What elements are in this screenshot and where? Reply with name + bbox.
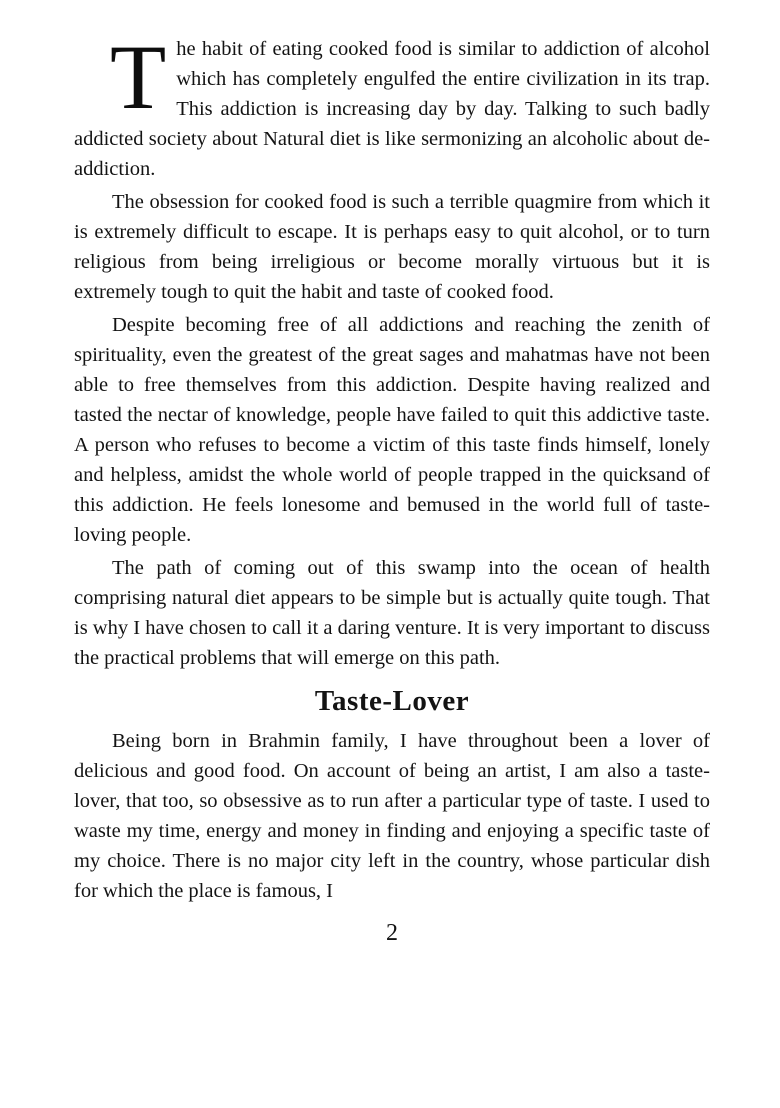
paragraph-4: The path of coming out of this swamp into the ocean of health comprising natural diet appears to be simple but is actually quite tough. That is why I have chosen to call it a daring venture. It is very important to discuss the practical problems that will emerge on this path. [74,557,710,669]
page-number: 2 [386,920,398,946]
paragraph-1 [74,26,710,184]
section-heading: Taste-Lover [314,685,470,717]
drop-cap-letter: T [110,26,167,128]
paragraph-2: The obsession for cooked food is such a terrible quagmire from which it is extremely difficult to escape. It is perhaps easy to quit alcohol, or to turn religious from being irreligious or become morally virtuous but it is extremely tough to quit the habit and taste of cooked food. [74,191,710,303]
paragraph-3: Despite becoming free of all addictions and reaching the zenith of spirituality, even the greatest of the great sages and mahatmas have not been able to free themselves from this addiction. Despite having realized and tasted the nectar of knowledge, people have failed to quit this addictive taste. A person who refuses to become a victim of this taste finds himself, lonely and helpless, amidst the whole world of people trapped in the quicksand of this addiction. He feels lonesome and bemused in the world full of taste-loving people. [74,314,710,546]
paragraph-5: Being born in Brahmin family, I have throughout been a lover of delicious and good food. On account of being an artist, I am also a taste-lover, that too, so obsessive as to run after a particular type of taste. I used to waste my time, energy and money in finding and enjoying a specific taste of my choice. There is no major city left in the country, whose particular dish for which the place is famous, I [74,730,710,902]
paragraph-1-text: he habit of eating cooked food is similar to addiction of alcohol which has completely engulfed the entire civilization in its trap. This addiction is increasing day by day. Talking to such badly addicted society about Natural diet is like sermonizing an alcoholic about de-addiction. [74,38,710,180]
